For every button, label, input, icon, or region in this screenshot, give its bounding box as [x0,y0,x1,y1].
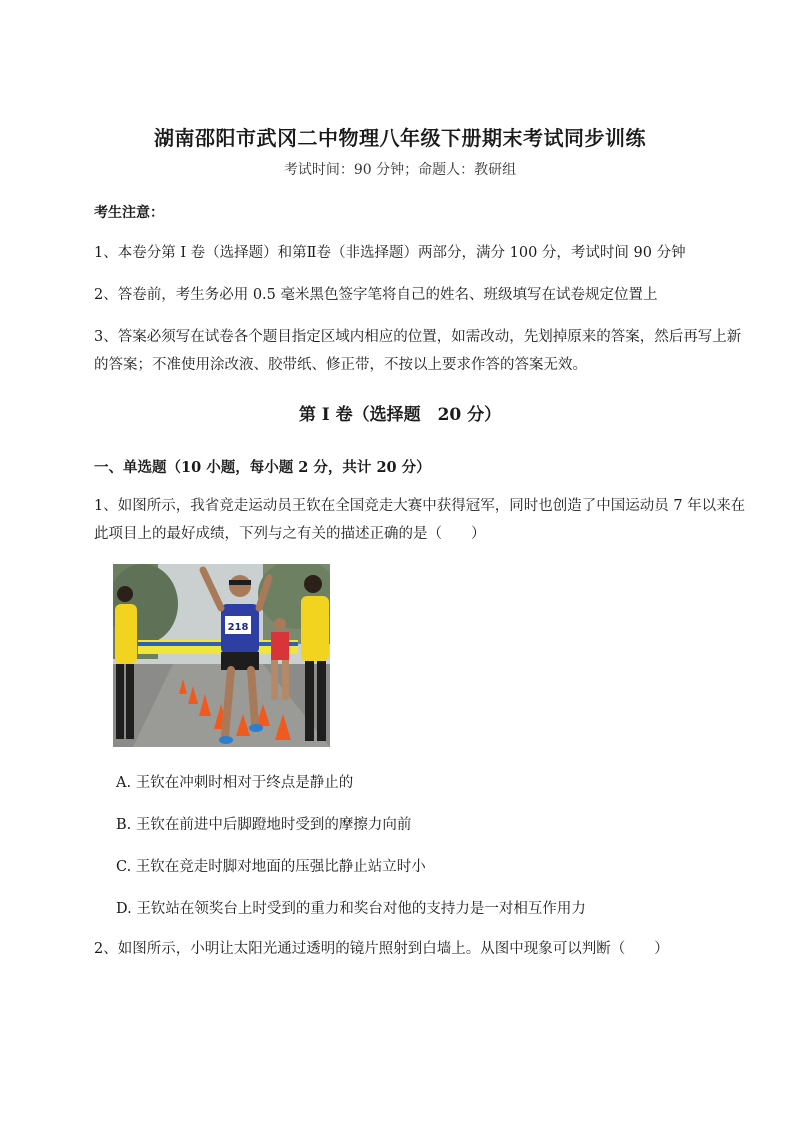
notice-item-3: 3、答案必须写在试卷各个题目指定区域内相应的位置，如需改动，先划掉原来的答案，然后再写上新的答案；不准使用涂改液、胶带纸、修正带，不按以上要求作答的答案无效。 [94,329,742,373]
question-1-stem: 1、如图所示，我省竞走运动员王钦在全国竞走大赛中获得冠军，同时也创造了中国运动员 7 年以来在此项目上的最好成绩，下列与之有关的描述正确的是（ ） [94,498,746,542]
question-1-option-b: B. 王钦在前进中后脚蹬地时受到的摩擦力向前 [116,817,412,833]
question-2-stem: 2、如图所示，小明让太阳光通过透明的镜片照射到白墙上。从图中现象可以判断（ ） [94,941,669,957]
race-walker-photo [113,564,330,747]
exam-subtitle: 考试时间：90 分钟；命题人：教研组 [283,162,517,178]
athlete-bib-number: 218 [227,622,249,633]
question-1-option-c: C. 王钦在竞走时脚对地面的压强比静止站立时小 [116,859,426,875]
section-title: 第 I 卷（选择题 20 分） [298,405,502,425]
question-1-option-a: A. 王钦在冲刺时相对于终点是静止的 [116,775,354,791]
notice-heading: 考生注意： [94,205,164,221]
exam-title: 湖南邵阳市武冈二中物理八年级下册期末考试同步训练 [154,126,646,150]
question-1-option-d: D. 王钦站在领奖台上时受到的重力和奖台对他的支持力是一对相互作用力 [116,901,586,917]
notice-item-2: 2、答卷前，考生务必用 0.5 毫米黑色签字笔将自己的姓名、班级填写在试卷规定位置上 [94,287,658,303]
question-type-label: 一、单选题（10 小题，每小题 2 分，共计 20 分） [94,459,431,476]
notice-item-1: 1、本卷分第 I 卷（选择题）和第Ⅱ卷（非选择题）两部分，满分 100 分，考试时间 90 分钟 [94,245,686,261]
